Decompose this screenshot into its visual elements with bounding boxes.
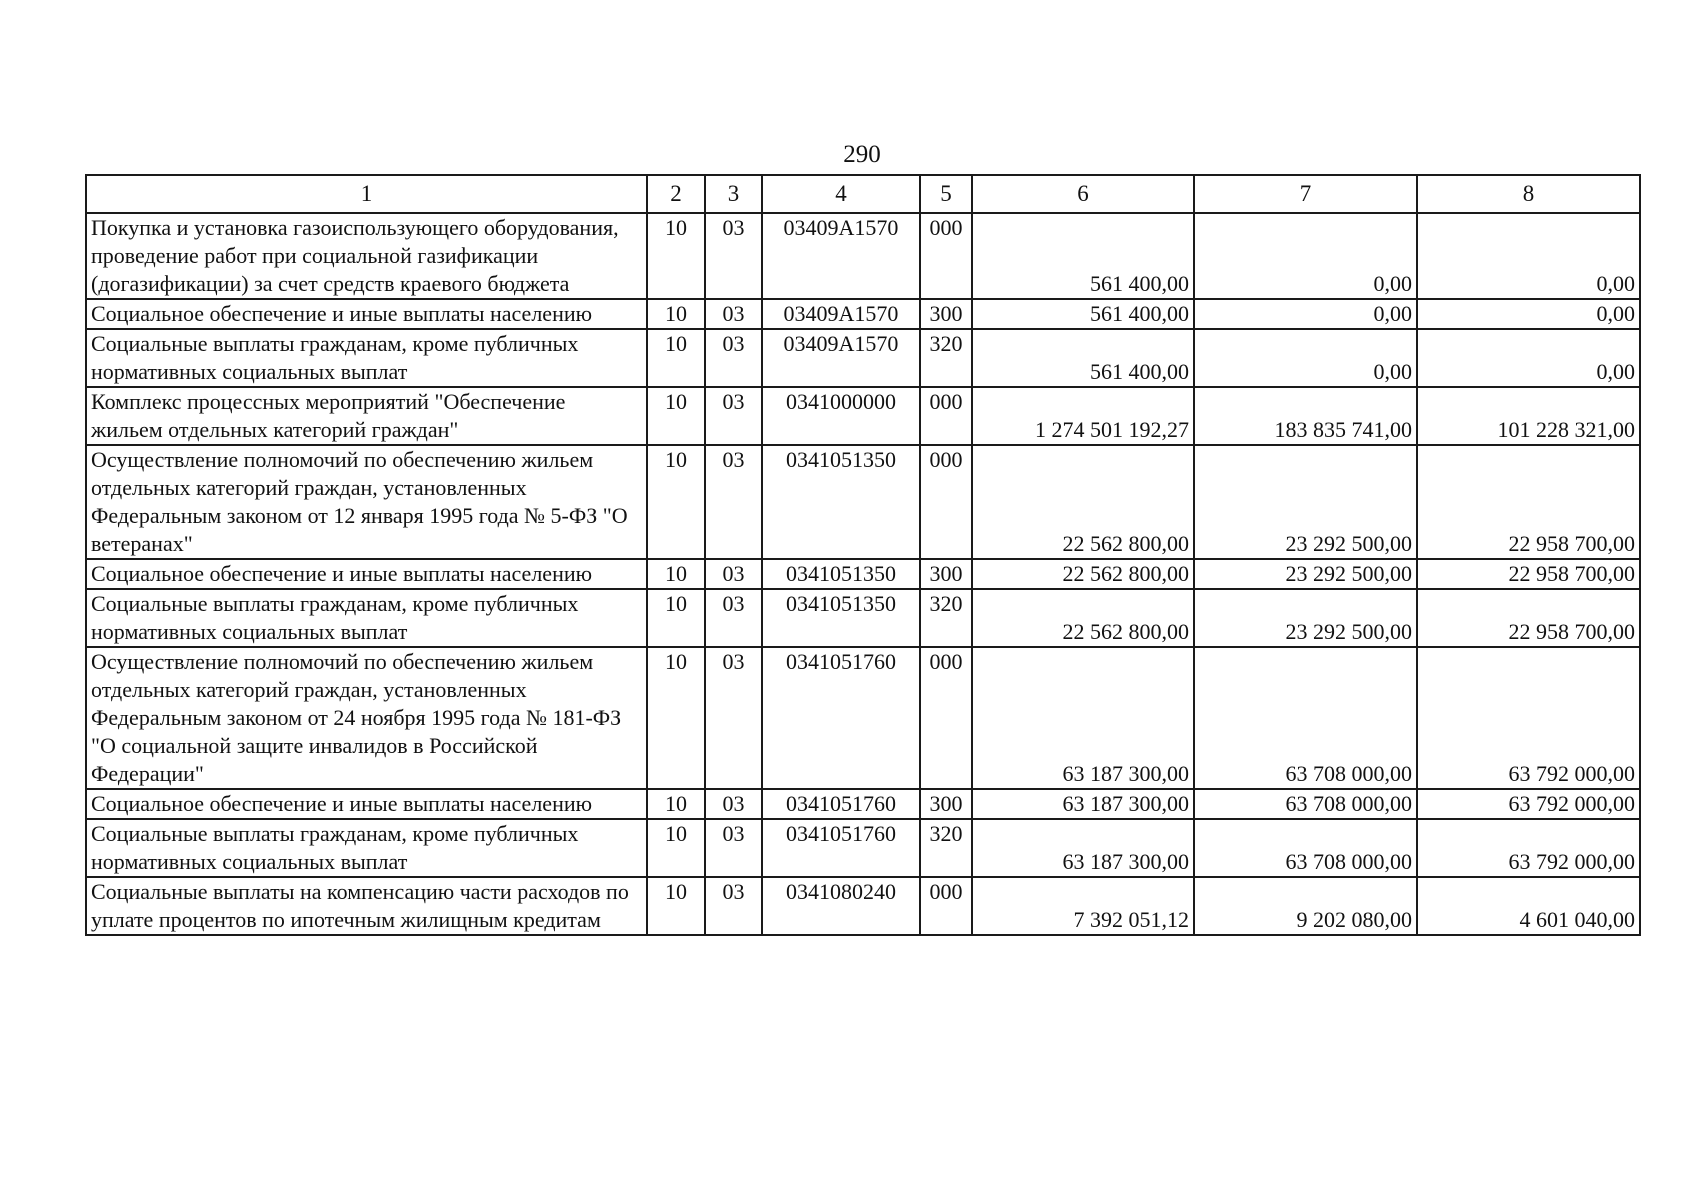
amount-col8-cell: 63 792 000,00: [1417, 789, 1640, 819]
amount-col7-cell: 23 292 500,00: [1194, 445, 1417, 559]
expense-type-cell: 320: [920, 819, 972, 877]
amount-col7-cell: 23 292 500,00: [1194, 559, 1417, 589]
column-header: 4: [762, 175, 920, 213]
expense-type-cell: 000: [920, 213, 972, 299]
expense-type-cell: 000: [920, 647, 972, 789]
amount-col7-cell: 0,00: [1194, 213, 1417, 299]
section-code-cell: 10: [647, 213, 705, 299]
amount-col6-cell: 63 187 300,00: [972, 819, 1194, 877]
section-code-cell: 10: [647, 445, 705, 559]
section-code-cell: 10: [647, 299, 705, 329]
amount-col8-cell: 0,00: [1417, 213, 1640, 299]
amount-col6-cell: 561 400,00: [972, 299, 1194, 329]
subsection-code-cell: 03: [705, 213, 762, 299]
amount-col7-cell: 23 292 500,00: [1194, 589, 1417, 647]
amount-col7-cell: 9 202 080,00: [1194, 877, 1417, 935]
amount-col6-cell: 1 274 501 192,27: [972, 387, 1194, 445]
amount-col7-cell: 0,00: [1194, 329, 1417, 387]
target-article-cell: 0341051760: [762, 819, 920, 877]
row-name-cell: Социальные выплаты гражданам, кроме публичных нормативных социальных выплат: [86, 819, 647, 877]
amount-col6-cell: 561 400,00: [972, 329, 1194, 387]
amount-col8-cell: 0,00: [1417, 299, 1640, 329]
budget-table: [85, 174, 1641, 936]
subsection-code-cell: 03: [705, 559, 762, 589]
table-row: [86, 877, 1640, 935]
row-name-cell: Социальные выплаты гражданам, кроме публичных нормативных социальных выплат: [86, 589, 647, 647]
target-article-cell: 0341080240: [762, 877, 920, 935]
row-name-cell: Социальные выплаты на компенсацию части расходов по уплате процентов по ипотечным жилищным кредитам: [86, 877, 647, 935]
target-article-cell: 03409А1570: [762, 329, 920, 387]
amount-col6-cell: 22 562 800,00: [972, 445, 1194, 559]
column-header: 8: [1417, 175, 1640, 213]
table-row: [86, 819, 1640, 877]
table-row: [86, 299, 1640, 329]
section-code-cell: 10: [647, 877, 705, 935]
table-row: [86, 445, 1640, 559]
target-article-cell: 03409А1570: [762, 299, 920, 329]
amount-col6-cell: 22 562 800,00: [972, 559, 1194, 589]
column-header: 6: [972, 175, 1194, 213]
table-row: [86, 647, 1640, 789]
amount-col8-cell: 4 601 040,00: [1417, 877, 1640, 935]
subsection-code-cell: 03: [705, 647, 762, 789]
amount-col6-cell: 63 187 300,00: [972, 789, 1194, 819]
subsection-code-cell: 03: [705, 877, 762, 935]
subsection-code-cell: 03: [705, 445, 762, 559]
row-name-cell: Комплекс процессных мероприятий "Обеспечение жильем отдельных категорий граждан": [86, 387, 647, 445]
amount-col6-cell: 22 562 800,00: [972, 589, 1194, 647]
amount-col7-cell: 63 708 000,00: [1194, 789, 1417, 819]
section-code-cell: 10: [647, 589, 705, 647]
target-article-cell: 03409А1570: [762, 213, 920, 299]
expense-type-cell: 000: [920, 877, 972, 935]
amount-col8-cell: 22 958 700,00: [1417, 559, 1640, 589]
expense-type-cell: 320: [920, 329, 972, 387]
section-code-cell: 10: [647, 789, 705, 819]
table-row: [86, 387, 1640, 445]
row-name-cell: Покупка и установка газоиспользующего оборудования, проведение работ при социальной газификации (догазификации) за счет средств краевого бюджета: [86, 213, 647, 299]
row-name-cell: Социальное обеспечение и иные выплаты населению: [86, 299, 647, 329]
expense-type-cell: 320: [920, 589, 972, 647]
section-code-cell: 10: [647, 559, 705, 589]
amount-col7-cell: 0,00: [1194, 299, 1417, 329]
column-header: 1: [86, 175, 647, 213]
table-body: [86, 213, 1640, 935]
target-article-cell: 0341051760: [762, 789, 920, 819]
amount-col8-cell: 101 228 321,00: [1417, 387, 1640, 445]
target-article-cell: 0341000000: [762, 387, 920, 445]
target-article-cell: 0341051350: [762, 445, 920, 559]
row-name-cell: Социальное обеспечение и иные выплаты населению: [86, 559, 647, 589]
amount-col6-cell: 63 187 300,00: [972, 647, 1194, 789]
subsection-code-cell: 03: [705, 299, 762, 329]
expense-type-cell: 000: [920, 445, 972, 559]
row-name-cell: Осуществление полномочий по обеспечению жильем отдельных категорий граждан, установленных Федеральным законом от 24 ноября 1995 года № 181-ФЗ "О социальной защите инвалидов в Российской Федерации": [86, 647, 647, 789]
table-row: [86, 213, 1640, 299]
column-header: 3: [705, 175, 762, 213]
expense-type-cell: 300: [920, 559, 972, 589]
amount-col6-cell: 7 392 051,12: [972, 877, 1194, 935]
amount-col7-cell: 63 708 000,00: [1194, 647, 1417, 789]
section-code-cell: 10: [647, 819, 705, 877]
table-header-row: [86, 175, 1640, 213]
row-name-cell: Социальные выплаты гражданам, кроме публичных нормативных социальных выплат: [86, 329, 647, 387]
column-header: 5: [920, 175, 972, 213]
row-name-cell: Социальное обеспечение и иные выплаты населению: [86, 789, 647, 819]
amount-col7-cell: 63 708 000,00: [1194, 819, 1417, 877]
amount-col8-cell: 0,00: [1417, 329, 1640, 387]
expense-type-cell: 300: [920, 299, 972, 329]
subsection-code-cell: 03: [705, 819, 762, 877]
expense-type-cell: 300: [920, 789, 972, 819]
target-article-cell: 0341051760: [762, 647, 920, 789]
table-row: [86, 589, 1640, 647]
section-code-cell: 10: [647, 329, 705, 387]
section-code-cell: 10: [647, 647, 705, 789]
amount-col8-cell: 22 958 700,00: [1417, 445, 1640, 559]
amount-col8-cell: 63 792 000,00: [1417, 819, 1640, 877]
subsection-code-cell: 03: [705, 387, 762, 445]
table-row: [86, 789, 1640, 819]
column-header: 7: [1194, 175, 1417, 213]
amount-col8-cell: 22 958 700,00: [1417, 589, 1640, 647]
target-article-cell: 0341051350: [762, 559, 920, 589]
table-row: [86, 559, 1640, 589]
amount-col8-cell: 63 792 000,00: [1417, 647, 1640, 789]
subsection-code-cell: 03: [705, 589, 762, 647]
amount-col6-cell: 561 400,00: [972, 213, 1194, 299]
expense-type-cell: 000: [920, 387, 972, 445]
subsection-code-cell: 03: [705, 329, 762, 387]
page-number: 290: [843, 141, 881, 168]
amount-col7-cell: 183 835 741,00: [1194, 387, 1417, 445]
target-article-cell: 0341051350: [762, 589, 920, 647]
section-code-cell: 10: [647, 387, 705, 445]
column-header: 2: [647, 175, 705, 213]
table-row: [86, 329, 1640, 387]
subsection-code-cell: 03: [705, 789, 762, 819]
row-name-cell: Осуществление полномочий по обеспечению жильем отдельных категорий граждан, установленных Федеральным законом от 12 января 1995 года № 5-ФЗ "О ветеранах": [86, 445, 647, 559]
